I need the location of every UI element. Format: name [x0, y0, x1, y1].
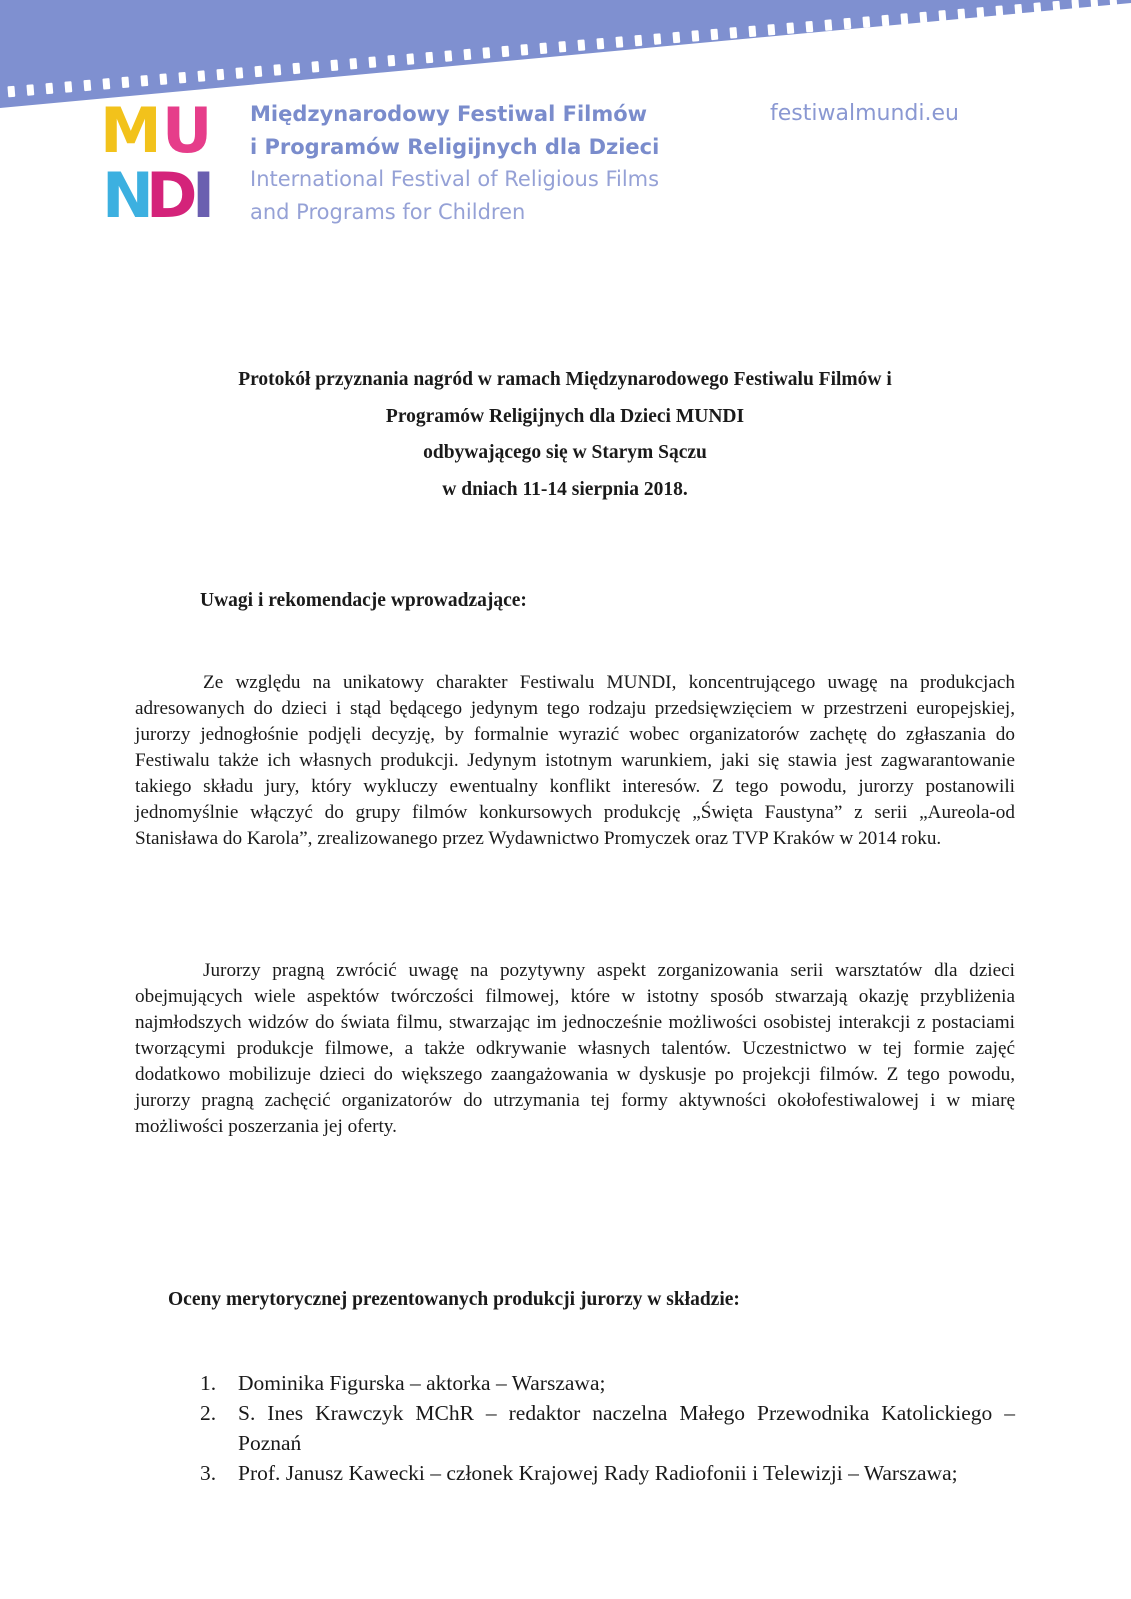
film-perforation	[463, 49, 471, 61]
film-perforation	[691, 30, 699, 42]
film-perforation	[938, 10, 946, 22]
film-perforation	[159, 73, 167, 85]
title-line-1: Protokół przyznania nagród w ramach Międzynarodowego Festiwalu Filmów i	[238, 369, 892, 390]
film-perforation	[748, 26, 756, 38]
film-perforation	[26, 84, 34, 96]
film-perforation	[596, 38, 604, 50]
film-perforation	[1014, 4, 1022, 16]
film-perforation	[444, 50, 452, 62]
film-perforation	[1052, 1, 1060, 13]
film-perforation	[45, 83, 53, 95]
jury-section-heading: Oceny merytorycznej prezentowanych produkcji jurorzy w składzie:	[168, 1289, 740, 1310]
film-perforation	[1071, 0, 1079, 11]
jury-list	[200, 1368, 1015, 1488]
mundi-logo	[100, 100, 225, 225]
jury-member-text: Dominika Figurska – aktorka – Warszawa;	[238, 1371, 606, 1395]
film-perforation	[767, 24, 775, 36]
film-perforation	[976, 7, 984, 19]
jury-member-number: 2.	[200, 1401, 217, 1425]
film-perforation	[140, 75, 148, 87]
film-perforation	[805, 21, 813, 33]
film-perforation	[1109, 0, 1117, 8]
jury-member-number: 3.	[200, 1461, 217, 1485]
film-perforation	[368, 56, 376, 68]
jury-member-number: 1.	[200, 1371, 217, 1395]
jury-member-1	[200, 1368, 1015, 1398]
intro-paragraph-1: Ze względu na unikatowy charakter Festiwalu MUNDI, koncentrującego uwagę na produkcjach adresowanych do dzieci i stąd będącego jedynym tego rodzaju przedsięwzięciem w przestrzeni europejskiej, jurorzy jednogłośnie podjęli decyzję, by formalnie wyrazić wobec organizatorów zachętę do zgłaszania do Festiwalu także ich własnych produkcji. Jedynym istotnym warunkiem, jaki się stawia jest zagwarantowanie takiego składu jury, który wykluczy ewentualny konflikt interesów. Z tego powodu, jurorzy postanowili jednomyślnie włączyć do grupy filmów konkursowych produkcję „Święta Faustyna” z serii „Aureola-od Stanisława do Karola”, zrealizowanego przez Wydawnictwo Promyczek oraz TVP Kraków w 2014 roku.	[135, 672, 1015, 849]
festival-name-block	[250, 98, 659, 228]
film-perforation	[254, 66, 262, 78]
logo-letter-i: I	[192, 159, 216, 225]
jury-member-3	[200, 1458, 1015, 1488]
festival-name-en-line1: International Festival of Religious Films	[250, 167, 660, 191]
film-perforation	[235, 67, 243, 79]
film-perforation	[197, 70, 205, 82]
film-perforation	[843, 18, 851, 30]
title-line-4: w dniach 11-14 sierpnia 2018.	[442, 478, 688, 500]
film-perforation	[558, 41, 566, 53]
film-perforation	[634, 35, 642, 47]
jury-member-text: Prof. Janusz Kawecki – członek Krajowej Rady Radiofonii i Telewizji – Warszawa;	[238, 1461, 958, 1485]
film-perforation	[1090, 0, 1098, 9]
intro-paragraph-2: Jurorzy pragną zwrócić uwagę na pozytywny aspekt zorganizowania serii warsztatów dla dzieci obejmujących wiele aspektów twórczości filmowej, które w istotny sposób stwarzają okazję przybliżenia najmłodszych widzów do świata filmu, stwarzając im jednocześnie możliwości osobistej interakcji z postaciami tworzącymi produkcje filmowe, a także odkrywanie własnych talentów. Uczestnictwo w tej formie zajęć dodatkowo mobilizuje dzieci do większego zaangażowania w dyskusje po projekcji filmów. Z tego powodu, jurorzy pragną zachęcić organizatorów do utrzymania tej formy aktywności okołofestiwalowej i w miarę możliwości poszerzania jej oferty.	[135, 960, 1015, 1137]
film-perforation	[615, 36, 623, 48]
film-perforation	[1033, 2, 1041, 14]
film-perforation	[349, 58, 357, 70]
film-perforation	[482, 47, 490, 59]
jury-member-2	[200, 1398, 1015, 1458]
film-perforation	[862, 16, 870, 28]
festival-name-pl-line1: Międzynarodowy Festiwal Filmów	[250, 102, 648, 126]
festival-name-en-line2: and Programs for Children	[250, 199, 526, 224]
film-perforation	[919, 12, 927, 24]
film-perforation	[881, 15, 889, 27]
film-perforation	[216, 69, 224, 81]
film-perforation	[102, 78, 110, 90]
film-perforation	[83, 80, 91, 92]
title-line-3: odbywającego się w Starym Sączu	[423, 442, 707, 463]
film-perforation	[387, 55, 395, 67]
festival-name-pl-line2: i Programów Religijnych dla Dzieci	[250, 134, 660, 159]
film-perforation	[64, 81, 72, 93]
film-perforation	[957, 9, 965, 21]
film-perforation	[292, 63, 300, 75]
logo-letter-d: D	[146, 159, 198, 225]
document-title	[130, 362, 1000, 508]
film-perforation	[786, 22, 794, 34]
intro-section-heading: Uwagi i rekomendacje wprowadzające:	[200, 590, 527, 611]
website-link[interactable]: festiwalmundi.eu	[770, 101, 959, 126]
film-perforation	[406, 53, 414, 65]
film-perforation	[520, 44, 528, 56]
film-perforation	[311, 61, 319, 73]
film-perforation	[672, 32, 680, 44]
film-perforation	[729, 27, 737, 39]
title-line-2: Programów Religijnych dla Dzieci MUNDI	[385, 405, 745, 427]
film-perforation	[653, 33, 661, 45]
film-perforation	[577, 39, 585, 51]
film-perforation	[995, 5, 1003, 17]
logo-letter-u: U	[162, 100, 213, 167]
logo-letter-n: N	[102, 159, 154, 225]
film-perforation	[273, 64, 281, 76]
film-perforation	[7, 86, 15, 98]
film-perforation	[178, 72, 186, 84]
film-perforation	[900, 13, 908, 25]
film-perforation	[425, 52, 433, 64]
jury-member-text: S. Ines Krawczyk MChR – redaktor naczelna Małego Przewodnika Katolickiego – Poznań	[238, 1401, 1015, 1455]
logo-letter-m: M	[100, 100, 162, 167]
film-perforation	[501, 46, 509, 58]
film-perforation	[330, 60, 338, 72]
film-perforation	[824, 19, 832, 31]
film-perforation	[710, 29, 718, 41]
film-perforation	[539, 43, 547, 55]
film-perforation	[121, 77, 129, 89]
